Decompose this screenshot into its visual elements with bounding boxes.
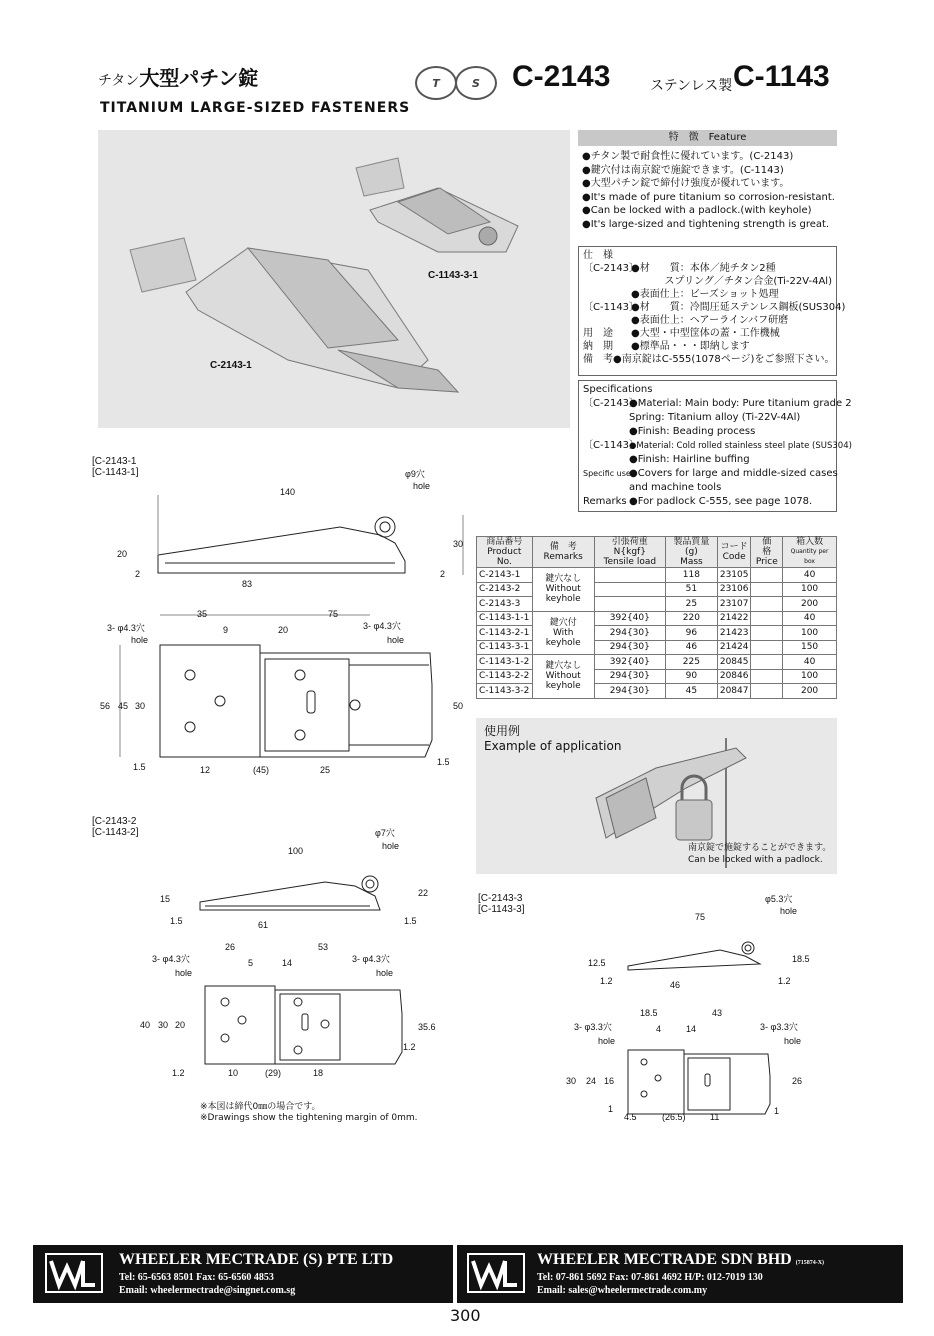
company-right-tel: Tel: 07-861 5692 Fax: 07-861 4692 H/P: 012-7019 130 [537, 1272, 763, 1283]
table-remark-cell: 鍵穴なし Without keyhole [532, 655, 594, 699]
table-cell: 20845 [717, 655, 751, 670]
page-number: 300 [450, 1306, 481, 1325]
table-cell [751, 626, 783, 641]
feature-list [582, 150, 837, 231]
d3-dim: 14 [686, 1024, 697, 1034]
table-cell: 294{30} [594, 640, 665, 655]
example-caption [688, 842, 831, 866]
product-code-main: C-2143 [512, 60, 611, 93]
d3-dim: 30 [566, 1076, 577, 1086]
table-cell: 46 [665, 640, 717, 655]
d1-dim: 25 [320, 765, 331, 775]
d1-dim: hole [413, 481, 431, 491]
company-right-name: WHEELER MECTRADE SDN BHD (715874-X) [537, 1251, 825, 1268]
product-table [476, 536, 837, 699]
drawing3-label: [C-2143-3 [C-1143-3] [478, 893, 525, 915]
table-remark-cell: 鍵穴なし Without keyhole [532, 568, 594, 612]
d1-dim: 30 [135, 701, 146, 711]
d3-dim: (26.5) [662, 1112, 686, 1122]
spec-jp-heading: 仕 様 [583, 250, 613, 261]
spec-jp-row: ●表面仕上：ヘアーラインバフ研磨 [631, 315, 789, 326]
d1-dim: φ9穴 [405, 469, 425, 479]
d2-dim: 1.5 [170, 916, 183, 926]
table-cell: 150 [783, 640, 837, 655]
d2-dim: 3- φ4.3穴 [352, 954, 390, 964]
spec-jp-box [578, 246, 846, 376]
table-cell [751, 597, 783, 612]
company-left-tel: Tel: 65-6563 8501 Fax: 65-6560 4853 [119, 1272, 274, 1283]
d1-dim: 3- φ4.3穴 [363, 621, 401, 631]
d1-dim: 2 [440, 569, 446, 579]
d2-dim: hole [382, 841, 400, 851]
table-row [477, 669, 837, 684]
note-en: ※Drawings show the tightening margin of 0mm. [200, 1113, 418, 1123]
table-row [477, 568, 837, 583]
spec-en-row: and machine tools [629, 482, 722, 493]
d2-dim: 20 [175, 1020, 186, 1030]
table-row [477, 655, 837, 670]
table-header-cell: 商品番号 Product No. [477, 537, 533, 568]
table-cell: 25 [665, 597, 717, 612]
table-cell [751, 669, 783, 684]
table-cell: 90 [665, 669, 717, 684]
d2-dim: 40 [140, 1020, 151, 1030]
table-cell: 40 [783, 568, 837, 583]
spec-jp-row: 納 期 ●標準品・・・即納します [583, 341, 750, 352]
table-cell: 96 [665, 626, 717, 641]
table-row [477, 597, 837, 612]
d3-dim: 1 [774, 1106, 780, 1116]
table-cell [751, 640, 783, 655]
d3-dim: hole [780, 906, 798, 916]
d1-dim: 35 [197, 609, 208, 619]
stainless-logo: S [455, 66, 497, 100]
product-code-sub-label: ステンレス製 [650, 78, 733, 94]
table-cell: 100 [783, 669, 837, 684]
table-cell: C-2143-3 [477, 597, 533, 612]
table-cell: 294{30} [594, 626, 665, 641]
table-row [477, 611, 837, 626]
table-cell: 21423 [717, 626, 751, 641]
table-header-cell: 備 考 Remarks [532, 537, 594, 568]
d2-dim: 30 [158, 1020, 169, 1030]
d3-dim: 18.5 [640, 1008, 658, 1018]
table-cell: 118 [665, 568, 717, 583]
d2-dim: 10 [228, 1068, 239, 1078]
table-cell: 100 [783, 626, 837, 641]
spec-en-row: Spring: Titanium alloy (Ti-22V-4Al) [629, 412, 801, 423]
d2-dim: 26 [225, 942, 236, 952]
table-cell: 20847 [717, 684, 751, 699]
table-cell: 40 [783, 611, 837, 626]
table-row [477, 626, 837, 641]
table-cell: C-1143-1-2 [477, 655, 533, 670]
d2-dim: 1.5 [404, 916, 417, 926]
table-cell: 392{40} [594, 611, 665, 626]
d3-dim: 4 [656, 1024, 662, 1034]
d3-dim: 3- φ3.3穴 [574, 1022, 612, 1032]
table-cell: 23105 [717, 568, 751, 583]
d3-dim: hole [784, 1036, 802, 1046]
d2-dim: 22 [418, 888, 429, 898]
d3-dim: 11 [710, 1112, 720, 1122]
table-cell [594, 582, 665, 597]
table-cell: 100 [783, 582, 837, 597]
drawing-note [200, 1102, 418, 1124]
table-cell: 45 [665, 684, 717, 699]
spec-jp-row: 〔C-2143〕 ●材 質：本体／純チタン2種 [583, 263, 776, 274]
table-cell: 200 [783, 597, 837, 612]
d2-dim: 53 [318, 942, 329, 952]
table-cell: 294{30} [594, 684, 665, 699]
feature-item: ●It's made of pure titanium so corrosion-resistant. [582, 191, 835, 203]
table-cell: C-1143-1-1 [477, 611, 533, 626]
table-row [477, 684, 837, 699]
d2-dim: 1.2 [172, 1068, 185, 1078]
d3-dim: 4.5 [624, 1112, 637, 1122]
example-caption-en: Can be locked with a padlock. [688, 855, 823, 865]
table-header-cell: 引張荷重N{kgf} Tensile load [594, 537, 665, 568]
table-cell: 200 [783, 684, 837, 699]
d3-dim: 43 [712, 1008, 723, 1018]
d1-dim: 1.5 [133, 762, 146, 772]
d3-dim: 1.2 [600, 976, 613, 986]
table-cell: 23107 [717, 597, 751, 612]
table-header-cell: 箱入数 Quantity per box [783, 537, 837, 568]
drawing2 [130, 824, 450, 1094]
table-cell: 40 [783, 655, 837, 670]
table-cell: C-2143-2 [477, 582, 533, 597]
table-cell: C-1143-3-2 [477, 684, 533, 699]
table-cell: C-1143-2-2 [477, 669, 533, 684]
application-example [476, 718, 837, 874]
d1-dim: 3- φ4.3穴 [107, 623, 145, 633]
feature-section [578, 130, 837, 238]
d2-dim: φ7穴 [375, 828, 395, 838]
d3-dim: 24 [586, 1076, 597, 1086]
table-cell: C-2143-1 [477, 568, 533, 583]
d3-dim: 12.5 [588, 958, 606, 968]
spec-jp-row: 用 途 ●大型・中型筐体の蓋・工作機械 [583, 328, 780, 339]
table-cell [751, 684, 783, 699]
d1-dim: 75 [328, 609, 339, 619]
photo-label-small: C-1143-3-1 [428, 270, 479, 281]
d1-dim: 1.5 [437, 757, 450, 767]
table-cell: 21424 [717, 640, 751, 655]
company-left-name: WHEELER MECTRADE (S) PTE LTD [119, 1251, 394, 1268]
drawing1-label: [C-2143-1 [C-1143-1] [92, 456, 139, 478]
spec-en-row: Specific use ●Covers for large and middle-sized cases [583, 468, 838, 479]
d2-dim: 1.2 [403, 1042, 416, 1052]
title-jp-prefix: チタン [98, 73, 140, 89]
spec-jp-row: 〔C-1143〕 ●材 質：冷間圧延ステンレス鋼板(SUS304) [583, 302, 846, 313]
drawing1 [95, 465, 475, 785]
feature-item: ●チタン製で耐食性に優れています。(C-2143) [582, 151, 794, 162]
example-title-jp: 使用例 [484, 724, 521, 738]
spec-en-row: Remarks ●For padlock C-555, see page 1078. [583, 496, 813, 507]
table-cell: 51 [665, 582, 717, 597]
company-left-email: Email: wheelermectrade@singnet.com.sg [119, 1285, 296, 1296]
spec-en-box [578, 380, 852, 512]
d3-dim: 3- φ3.3穴 [760, 1022, 798, 1032]
spec-en-row: 〔C-2143〕 ●Material: Main body: Pure titanium grade 2 [583, 398, 852, 409]
title-jp-main: 大型パチン錠 [139, 66, 259, 90]
table-cell [751, 568, 783, 583]
table-header-cell: コード Code [717, 537, 751, 568]
d2-dim: 18 [313, 1068, 324, 1078]
spec-jp-row: ●表面仕上：ビーズショット処理 [631, 289, 779, 300]
d1-dim: 83 [242, 579, 253, 589]
spec-en-row: ●Finish: Hairline buffing [629, 454, 750, 465]
table-cell: 294{30} [594, 669, 665, 684]
d2-dim: hole [376, 968, 394, 978]
d2-dim: 100 [288, 846, 304, 856]
title-jp [98, 62, 258, 91]
spec-en-row: 〔C-1143〕 ●Material: Cold rolled stainless steel plate (SUS304) [583, 440, 852, 451]
table-cell [751, 611, 783, 626]
table-cell [751, 655, 783, 670]
feature-heading: 特 徴 Feature [578, 130, 837, 146]
d2-dim: (29) [265, 1068, 282, 1078]
feature-item: ●It's large-sized and tightening strength is great. [582, 218, 830, 230]
d1-dim: 45 [118, 701, 129, 711]
feature-item: ●大型パチン錠で締付け強度が優れています。 [582, 178, 790, 189]
d1-dim: 20 [117, 549, 128, 559]
d3-dim: φ5.3穴 [765, 894, 793, 904]
table-header-cell: 価 格 Price [751, 537, 783, 568]
d2-dim: hole [175, 968, 193, 978]
table-cell: C-1143-2-1 [477, 626, 533, 641]
d1-dim: 12 [200, 765, 211, 775]
table-cell: C-1143-3-1 [477, 640, 533, 655]
spec-en-heading: Specifications [583, 384, 653, 395]
d2-dim: 35.6 [418, 1022, 436, 1032]
d3-dim: 16 [604, 1076, 615, 1086]
d3-dim: 1.2 [778, 976, 791, 986]
feature-item: ●鍵穴付は南京錠で施錠できます。(C-1143) [582, 164, 784, 176]
d1-dim: 9 [223, 625, 229, 635]
company-right-email: Email: sales@wheelermectrade.com.my [537, 1285, 708, 1296]
d3-dim: 75 [695, 912, 706, 922]
product-code-sub: C-1143 [733, 60, 830, 93]
d1-dim: 2 [135, 569, 141, 579]
footer-divider [453, 1245, 457, 1303]
drawing2-label: [C-2143-2 [C-1143-2] [92, 816, 139, 838]
table-cell: 225 [665, 655, 717, 670]
table-cell: 21422 [717, 611, 751, 626]
table-cell [594, 568, 665, 583]
table-header-cell: 製品質量(g) Mass [665, 537, 717, 568]
d3-dim: 26 [792, 1076, 803, 1086]
spec-jp-row: スプリング／チタン合金(Ti-22V-4Al) [614, 276, 832, 287]
table-row [477, 640, 837, 655]
feature-item: ●Can be locked with a padlock.(with keyhole) [582, 205, 812, 216]
table-cell [751, 582, 783, 597]
d1-dim: (45) [253, 765, 270, 775]
d2-dim: 3- φ4.3穴 [152, 954, 190, 964]
d2-dim: 61 [258, 920, 269, 930]
fastener-photo-illustration [98, 130, 570, 428]
wm-logo-icon [45, 1253, 103, 1293]
table-remark-cell: 鍵穴付 With keyhole [532, 611, 594, 655]
table-cell: 23106 [717, 582, 751, 597]
photo-label-large: C-2143-1 [210, 360, 252, 371]
d3-dim: 1 [608, 1104, 614, 1114]
table-cell: 220 [665, 611, 717, 626]
d2-dim: 14 [282, 958, 293, 968]
d1-dim: 20 [278, 625, 289, 635]
d3-dim: 18.5 [792, 954, 810, 964]
d1-dim: 140 [280, 487, 296, 497]
titanium-logo: T [415, 66, 457, 100]
d3-dim: 46 [670, 980, 681, 990]
note-jp: ※本図は締代0㎜の場合です。 [200, 1102, 321, 1112]
example-caption-jp: 南京錠で施錠することができます。 [688, 843, 832, 853]
spec-jp-row: 備 考 ●南京錠はC-555(1078ページ)をご参照下さい。 [583, 354, 835, 365]
d1-dim: hole [131, 635, 149, 645]
table-header-row [477, 537, 837, 568]
footer [33, 1245, 903, 1303]
d1-dim: 56 [100, 701, 111, 711]
d1-dim: 30 [453, 539, 464, 549]
example-title-en: Example of application [484, 739, 622, 753]
d2-dim: 15 [160, 894, 171, 904]
drawing3 [560, 890, 820, 1130]
table-cell: 392{40} [594, 655, 665, 670]
d1-dim: hole [387, 635, 405, 645]
table-cell [594, 597, 665, 612]
table-cell: 20846 [717, 669, 751, 684]
product-photo [98, 130, 570, 428]
title-en: TITANIUM LARGE-SIZED FASTENERS [100, 100, 411, 116]
d3-dim: hole [598, 1036, 616, 1046]
d2-dim: 5 [248, 958, 254, 968]
spec-en-row: ●Finish: Beading process [629, 426, 756, 437]
d1-dim: 50 [453, 701, 464, 711]
table-row [477, 582, 837, 597]
wm-logo-icon [467, 1253, 525, 1293]
